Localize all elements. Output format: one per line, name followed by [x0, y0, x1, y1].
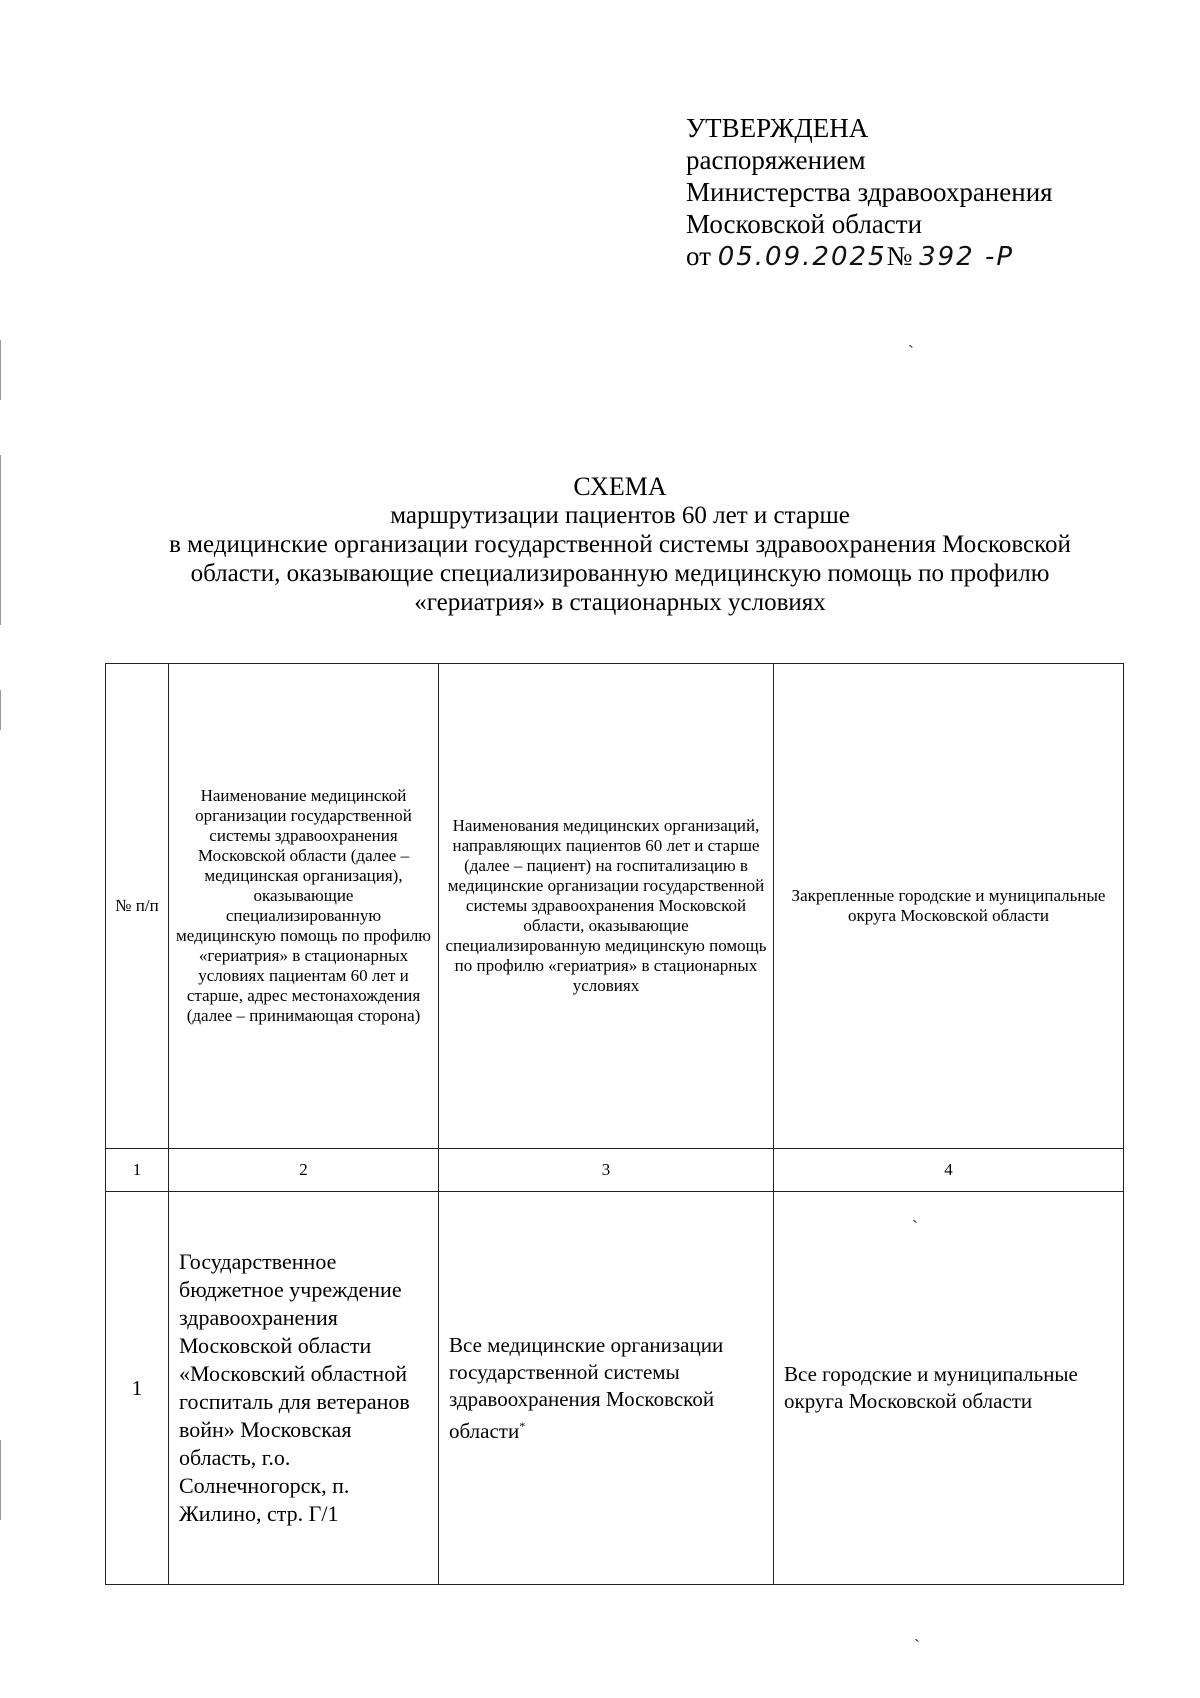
- title-line-3: области, оказывающие специализированную медицинскую помощь по профилю: [190, 560, 1050, 587]
- title-line-2: в медицинские организации государственной системы здравоохранения Московской: [169, 531, 1071, 558]
- title-heading: СХЕМА: [573, 472, 667, 501]
- approval-line-order: распоряжением: [686, 145, 866, 175]
- assigned-districts-cell: Все городские и муниципальные округа Московской области: [774, 1192, 1124, 1585]
- header-referring-organizations: Наименования медицинских организаций, направляющих пациентов 60 лет и старше (далее – пациент) на госпитализацию в медицинские организации государственной системы здравоохранения Московской области, оказывающие специализированную медицинскую помощь по профилю «гериатрия» в стационарных условиях: [439, 664, 774, 1149]
- scan-edge-mark: [0, 340, 1, 400]
- title-line-1: маршрутизации пациентов 60 лет и старше: [390, 502, 850, 529]
- approval-line-region: Московской области: [686, 209, 923, 239]
- from-label: от: [686, 241, 711, 271]
- column-number: 4: [774, 1149, 1124, 1192]
- scan-edge-mark: [0, 1440, 1, 1520]
- approval-stamp: [686, 112, 1053, 273]
- row-number: 1: [106, 1192, 169, 1585]
- header-assigned-districts: Закрепленные городские и муниципальные округа Московской области: [774, 664, 1124, 1149]
- column-number: 3: [439, 1149, 774, 1192]
- scan-speck: ˎ: [912, 1203, 918, 1223]
- referring-organizations-cell: [439, 1192, 774, 1585]
- column-number-row: [106, 1149, 1124, 1192]
- referring-text: Все медицинские организации государственной системы здравоохранения Московской области: [449, 1332, 724, 1443]
- scan-edge-mark: [0, 455, 1, 625]
- header-number: № п/п: [106, 664, 169, 1149]
- handwritten-number: 392 -Р: [919, 242, 1015, 272]
- receiving-organization-cell: Государственное бюджетное учреждение здравоохранения Московской области «Московский областной госпиталь для ветеранов войн» Московская область, г.о. Солнечногорск, п. Жилино, стр. Г/1: [169, 1192, 439, 1585]
- handwritten-date: 05.09.2025: [717, 242, 887, 272]
- approval-status: УТВЕРЖДЕНА: [686, 113, 869, 143]
- footnote-mark: *: [519, 1418, 526, 1433]
- scan-edge-mark: [0, 690, 1, 730]
- header-receiving-organization: Наименование медицинской организации государственной системы здравоохранения Московской области (далее – медицинская организация), оказывающие специализированную медицинскую помощь по профилю «гериатрия» в стационарных условиях пациентам 60 лет и старше, адрес местонахождения (далее – принимающая сторона): [169, 664, 439, 1149]
- column-number: 1: [106, 1149, 169, 1192]
- document-title: [100, 472, 1140, 617]
- table-row: [106, 1192, 1124, 1585]
- approval-date-line: [686, 240, 1053, 273]
- table-header-row: [106, 664, 1124, 1149]
- routing-table: [105, 663, 1124, 1585]
- scan-speck: ˎ: [908, 328, 914, 348]
- column-number: 2: [169, 1149, 439, 1192]
- number-label: №: [886, 241, 913, 271]
- title-line-4: «гериатрия» в стационарных условиях: [414, 589, 826, 616]
- approval-line-ministry: Министерства здравоохранения: [686, 177, 1053, 207]
- scan-speck: ˎ: [914, 1622, 920, 1642]
